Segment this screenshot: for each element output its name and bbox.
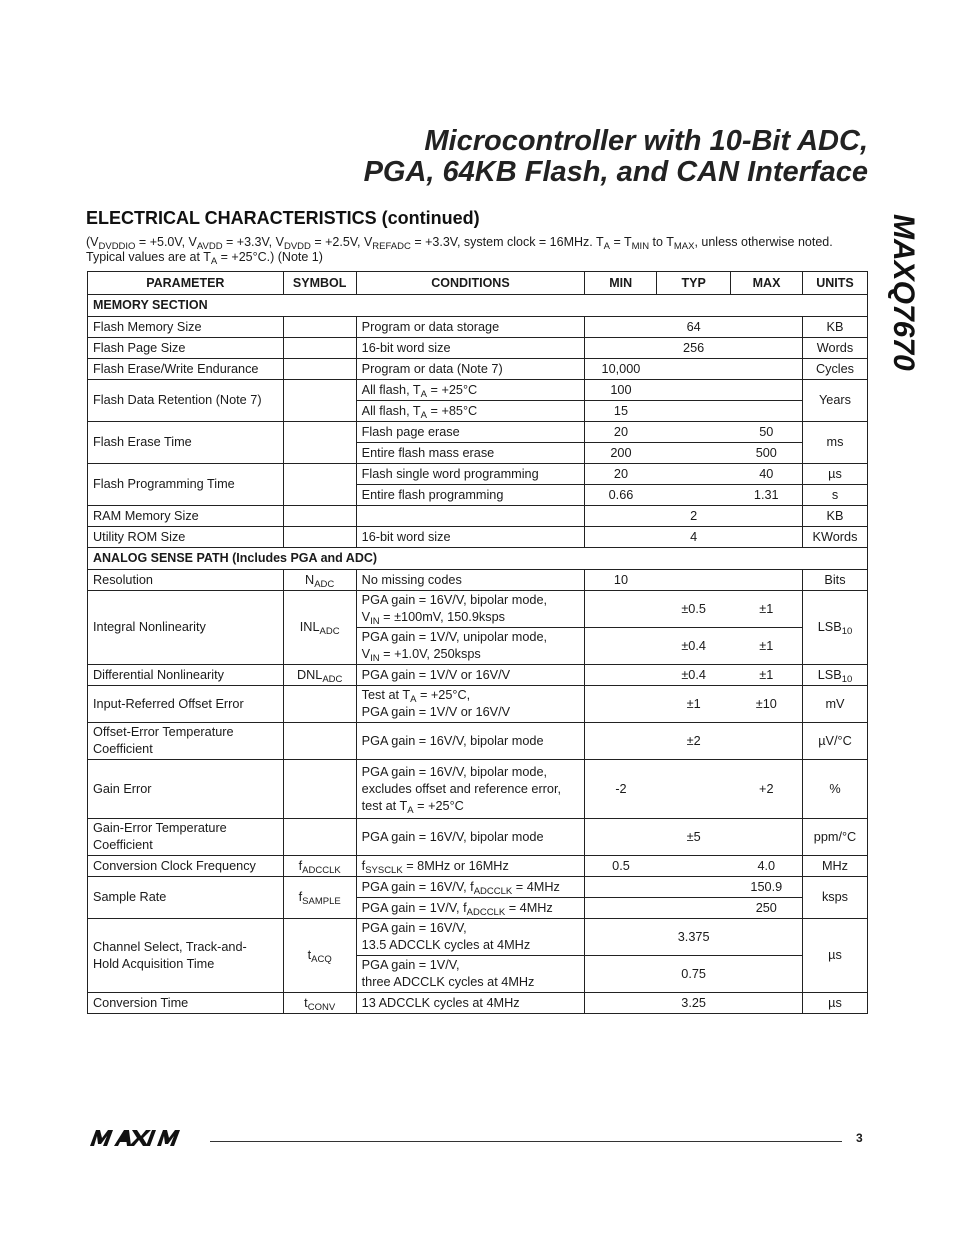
max-cell <box>731 993 803 1014</box>
section-row <box>88 295 868 317</box>
typ-cell: ±5 <box>657 819 731 856</box>
typ-cell: 4 <box>657 527 731 548</box>
param-cell: Gain Error <box>88 760 284 819</box>
typ-cell <box>657 570 731 591</box>
min-cell <box>585 665 657 686</box>
units-cell: Bits <box>802 570 867 591</box>
cond-cell: PGA gain = 16V/V, 13.5 ADCCLK cycles at 4MHz <box>356 919 585 956</box>
symbol-cell <box>283 686 356 723</box>
table-row <box>88 723 868 760</box>
typ-cell <box>657 422 731 443</box>
min-cell: 20 <box>585 464 657 485</box>
typ-cell: ±1 <box>657 686 731 723</box>
max-cell <box>731 359 803 380</box>
max-cell <box>731 506 803 527</box>
typ-cell: 2 <box>657 506 731 527</box>
symbol-cell <box>283 819 356 856</box>
min-cell: 200 <box>585 443 657 464</box>
table-row <box>88 527 868 548</box>
units-cell: ppm/°C <box>802 819 867 856</box>
cond-cell: PGA gain = 16V/V, bipolar mode, $V_{IN} = \pm 100mV$, 150.9ksps <box>356 591 585 628</box>
header-parameter: PARAMETER <box>88 272 284 295</box>
cond-cell: No missing codes <box>356 570 585 591</box>
param-cell: Gain-Error Temperature Coefficient <box>88 819 284 856</box>
table-row <box>88 856 868 877</box>
units-cell: % <box>802 760 867 819</box>
side-part-number: MAXQ7670 <box>887 214 920 371</box>
header-max: MAX <box>731 272 803 295</box>
min-cell <box>585 506 657 527</box>
cond-cell: 16-bit word size <box>356 527 585 548</box>
min-cell <box>585 686 657 723</box>
typ-cell <box>657 380 731 401</box>
max-cell <box>731 819 803 856</box>
max-cell: 250 <box>731 898 803 919</box>
min-cell <box>585 919 657 956</box>
symbol-cell: $DNL_{ADC}$ <box>283 665 356 686</box>
header-symbol: SYMBOL <box>283 272 356 295</box>
units-cell: KB <box>802 317 867 338</box>
symbol-cell: $f_{SAMPLE}$ <box>283 877 356 919</box>
table-row <box>88 317 868 338</box>
cond-cell: PGA gain = 1V/V, $f_{ADCCLK} = 4MHz$ <box>356 898 585 919</box>
min-cell <box>585 591 657 628</box>
typ-cell <box>657 485 731 506</box>
title-line-2: PGA, 64KB Flash, and CAN Interface <box>363 156 868 188</box>
table-row <box>88 877 868 898</box>
symbol-cell: $N_{ADC}$ <box>283 570 356 591</box>
cond-cell: All flash, $T_A = +25^\circ C$ <box>356 380 585 401</box>
header-typ: TYP <box>657 272 731 295</box>
param-cell: Flash Data Retention (Note 7) <box>88 380 284 422</box>
max-cell <box>731 338 803 359</box>
table-row <box>88 506 868 527</box>
units-cell: MHz <box>802 856 867 877</box>
table-header-row <box>88 272 868 295</box>
test-conditions-note: ($V_{DVDDIO} = +5.0V$, $V_{AVDD} = +3.3V$, $V_{DVDD} = +2.5V$, $V_{REFADC} = +3.3V$, system clock = 16MHz. $T_A = T_{MIN}$ to $T_{MAX}$, unless otherwise noted. Typical values are at $T_A = +25^\circ C$.) (Note 1) <box>86 235 833 267</box>
units-cell: KB <box>802 506 867 527</box>
table-row <box>88 464 868 485</box>
param-cell: Flash Erase Time <box>88 422 284 464</box>
analog-section-label: ANALOG SENSE PATH (Includes PGA and ADC) <box>88 548 868 570</box>
units-cell: mV <box>802 686 867 723</box>
units-cell: µV/°C <box>802 723 867 760</box>
max-cell <box>731 956 803 993</box>
typ-cell <box>657 464 731 485</box>
title-line-1: Microcontroller with 10-Bit ADC, <box>424 125 868 157</box>
min-cell: 100 <box>585 380 657 401</box>
footer-rule <box>210 1141 842 1142</box>
min-cell <box>585 527 657 548</box>
min-cell: -2 <box>585 760 657 819</box>
cond-cell: Test at $T_A = +25^\circ C$, PGA gain = 1V/V or 16V/V <box>356 686 585 723</box>
max-cell: 1.31 <box>731 485 803 506</box>
units-cell: ms <box>802 422 867 464</box>
max-cell <box>731 723 803 760</box>
typ-cell: ±0.4 <box>657 628 731 665</box>
cond-cell: $f_{SYSCLK} = 8MHz$ or 16MHz <box>356 856 585 877</box>
symbol-cell <box>283 359 356 380</box>
units-cell: µs <box>802 464 867 485</box>
symbol-cell <box>283 506 356 527</box>
cond-cell: Flash single word programming <box>356 464 585 485</box>
cond-cell: PGA gain = 1V/V, unipolar mode, $V_{IN} = +1.0V$, 250ksps <box>356 628 585 665</box>
symbol-cell <box>283 723 356 760</box>
param-cell: Differential Nonlinearity <box>88 665 284 686</box>
table-row <box>88 338 868 359</box>
units-cell: $LSB_{10}$ <box>802 591 867 665</box>
cond-cell: Entire flash programming <box>356 485 585 506</box>
min-cell <box>585 956 657 993</box>
header-conditions: CONDITIONS <box>356 272 585 295</box>
section-heading: ELECTRICAL CHARACTERISTICS (continued) <box>86 208 480 228</box>
units-cell: $LSB_{10}$ <box>802 665 867 686</box>
param-cell: Channel Select, Track-and- Hold Acquisition Time <box>88 919 284 993</box>
table-row <box>88 665 868 686</box>
cond-cell: PGA gain = 16V/V, bipolar mode <box>356 819 585 856</box>
min-cell: 10 <box>585 570 657 591</box>
typ-cell <box>657 898 731 919</box>
table-row <box>88 380 868 401</box>
param-cell: Offset-Error Temperature Coefficient <box>88 723 284 760</box>
typ-cell: 256 <box>657 338 731 359</box>
param-cell: Flash Programming Time <box>88 464 284 506</box>
table-row <box>88 686 868 723</box>
max-cell <box>731 527 803 548</box>
param-cell: RAM Memory Size <box>88 506 284 527</box>
units-cell: Words <box>802 338 867 359</box>
symbol-cell: $INL_{ADC}$ <box>283 591 356 665</box>
typ-cell <box>657 877 731 898</box>
symbol-cell: $t_{CONV}$ <box>283 993 356 1014</box>
table-row <box>88 570 868 591</box>
electrical-characteristics-table <box>87 271 868 1014</box>
min-cell <box>585 723 657 760</box>
max-cell <box>731 919 803 956</box>
typ-cell: 0.75 <box>657 956 731 993</box>
max-cell <box>731 380 803 401</box>
max-cell: ±1 <box>731 665 803 686</box>
typ-cell <box>657 359 731 380</box>
min-cell: 15 <box>585 401 657 422</box>
units-cell: s <box>802 485 867 506</box>
param-cell: Input-Referred Offset Error <box>88 686 284 723</box>
units-cell: Cycles <box>802 359 867 380</box>
symbol-cell: $t_{ACQ}$ <box>283 919 356 993</box>
header-units: UNITS <box>802 272 867 295</box>
table-row <box>88 993 868 1014</box>
param-cell: Resolution <box>88 570 284 591</box>
maxim-logo <box>86 1128 200 1148</box>
symbol-cell: $f_{ADCCLK}$ <box>283 856 356 877</box>
typ-cell <box>657 401 731 422</box>
param-cell: Utility ROM Size <box>88 527 284 548</box>
cond-cell: PGA gain = 1V/V, three ADCCLK cycles at 4MHz <box>356 956 585 993</box>
symbol-cell <box>283 527 356 548</box>
min-cell: 10,000 <box>585 359 657 380</box>
cond-cell: PGA gain = 16V/V, bipolar mode, excludes offset and reference error, test at $T_A = +25^\circ C$ <box>356 760 585 819</box>
param-cell: Sample Rate <box>88 877 284 919</box>
units-cell: µs <box>802 919 867 993</box>
cond-cell: Entire flash mass erase <box>356 443 585 464</box>
param-cell: Conversion Time <box>88 993 284 1014</box>
max-cell: ±1 <box>731 591 803 628</box>
cond-cell: Flash page erase <box>356 422 585 443</box>
typ-cell: 64 <box>657 317 731 338</box>
min-cell <box>585 628 657 665</box>
max-cell: 150.9 <box>731 877 803 898</box>
typ-cell: ±2 <box>657 723 731 760</box>
min-cell <box>585 819 657 856</box>
table-row <box>88 760 868 819</box>
table-row <box>88 422 868 443</box>
section-row <box>88 548 868 570</box>
symbol-cell <box>283 317 356 338</box>
min-cell <box>585 317 657 338</box>
symbol-cell <box>283 422 356 464</box>
units-cell: µs <box>802 993 867 1014</box>
table-row <box>88 919 868 956</box>
typ-cell <box>657 760 731 819</box>
units-cell: ksps <box>802 877 867 919</box>
page-number: 3 <box>856 1131 863 1145</box>
max-cell <box>731 317 803 338</box>
cond-cell <box>356 506 585 527</box>
max-cell: +2 <box>731 760 803 819</box>
symbol-cell <box>283 338 356 359</box>
cond-cell: 16-bit word size <box>356 338 585 359</box>
max-cell <box>731 401 803 422</box>
typ-cell: 3.25 <box>657 993 731 1014</box>
min-cell <box>585 993 657 1014</box>
min-cell: 0.5 <box>585 856 657 877</box>
table-row <box>88 359 868 380</box>
header-min: MIN <box>585 272 657 295</box>
min-cell: 0.66 <box>585 485 657 506</box>
cond-cell: PGA gain = 1V/V or 16V/V <box>356 665 585 686</box>
symbol-cell <box>283 464 356 506</box>
max-cell: ±1 <box>731 628 803 665</box>
typ-cell <box>657 443 731 464</box>
min-cell <box>585 898 657 919</box>
cond-cell: PGA gain = 16V/V, bipolar mode <box>356 723 585 760</box>
typ-cell: 3.375 <box>657 919 731 956</box>
units-cell: Years <box>802 380 867 422</box>
symbol-cell <box>283 760 356 819</box>
param-cell: Flash Erase/Write Endurance <box>88 359 284 380</box>
cond-cell: 13 ADCCLK cycles at 4MHz <box>356 993 585 1014</box>
table-row <box>88 819 868 856</box>
param-cell: Flash Memory Size <box>88 317 284 338</box>
max-cell: ±10 <box>731 686 803 723</box>
cond-cell: Program or data storage <box>356 317 585 338</box>
memory-section-label: MEMORY SECTION <box>88 295 868 317</box>
min-cell <box>585 877 657 898</box>
max-cell: 500 <box>731 443 803 464</box>
param-cell: Integral Nonlinearity <box>88 591 284 665</box>
typ-cell <box>657 856 731 877</box>
units-cell: KWords <box>802 527 867 548</box>
param-cell: Flash Page Size <box>88 338 284 359</box>
min-cell: 20 <box>585 422 657 443</box>
typ-cell: ±0.4 <box>657 665 731 686</box>
symbol-cell <box>283 380 356 422</box>
cond-cell: Program or data (Note 7) <box>356 359 585 380</box>
cond-cell: All flash, $T_A = +85^\circ C$ <box>356 401 585 422</box>
max-cell: 4.0 <box>731 856 803 877</box>
max-cell: 50 <box>731 422 803 443</box>
max-cell: 40 <box>731 464 803 485</box>
max-cell <box>731 570 803 591</box>
table-row <box>88 591 868 628</box>
min-cell <box>585 338 657 359</box>
param-cell: Conversion Clock Frequency <box>88 856 284 877</box>
cond-cell: PGA gain = 16V/V, $f_{ADCCLK} = 4MHz$ <box>356 877 585 898</box>
typ-cell: ±0.5 <box>657 591 731 628</box>
